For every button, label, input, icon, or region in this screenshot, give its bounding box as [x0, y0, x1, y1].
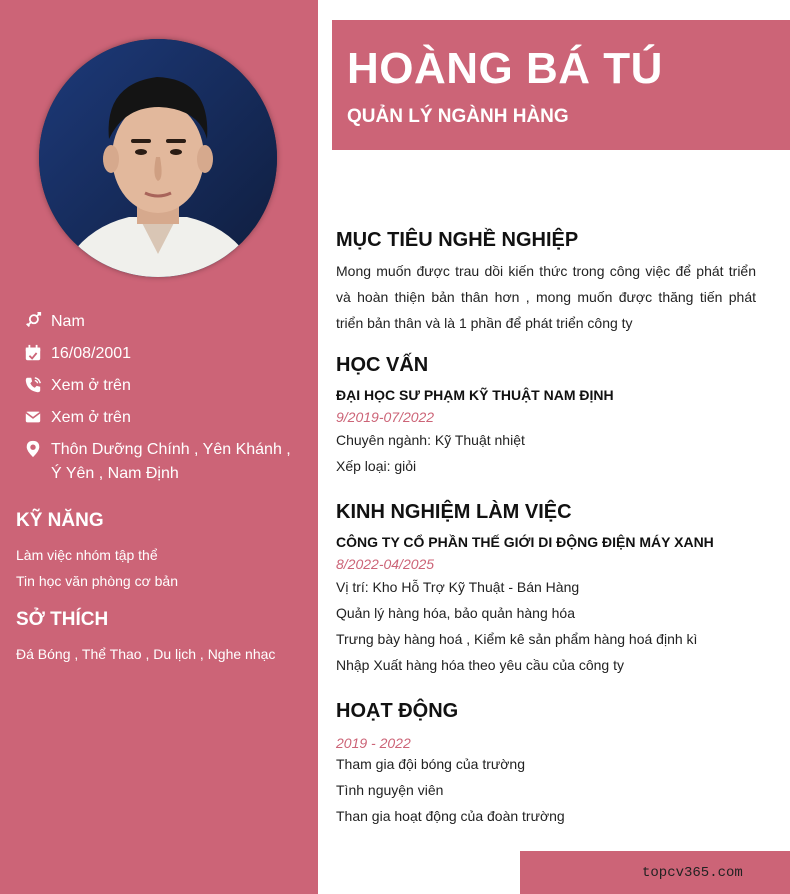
objective-title: MỤC TIÊU NGHỀ NGHIỆP [336, 229, 579, 251]
skill-item: Tin học văn phòng cơ bản [16, 573, 178, 589]
objective-section [336, 229, 756, 336]
activity-line: Tham gia đội bóng của trường [336, 756, 525, 772]
phone-value: Xem ở trên [51, 377, 131, 394]
experience-line: Quản lý hàng hóa, bảo quản hàng hóa [336, 605, 575, 621]
hobby-item: Đá Bóng , Thể Thao , Du lịch , Nghe nhạc [16, 646, 276, 662]
experience-line: Nhập Xuất hàng hóa theo yêu cầu của công ty [336, 657, 624, 673]
dob-row [24, 342, 304, 366]
education-section [336, 354, 756, 479]
objective-text: Mong muốn được trau dồi kiến thức trong công việc để phát triển và hoàn thiện bản thân hơn , mong muốn được thăng tiến phát triển bản thân và là 1 phần để phát triển công ty [336, 263, 756, 331]
phone-icon [24, 376, 44, 396]
sidebar [0, 0, 318, 894]
education-period: 9/2019-07/2022 [336, 409, 435, 425]
header-banner [332, 20, 790, 150]
email-row [24, 406, 304, 430]
activities-title: HOẠT ĐỘNG [336, 700, 459, 722]
education-line: Xếp loại: giỏi [336, 458, 417, 474]
gender-value: Nam [51, 313, 85, 330]
activities-section [336, 700, 756, 829]
experience-period: 8/2022-04/2025 [336, 556, 435, 572]
footer-watermark [520, 851, 790, 894]
avatar-photo [39, 39, 277, 277]
skill-item: Làm việc nhóm tập thể [16, 547, 158, 563]
full-name: HOÀNG BÁ TÚ [347, 44, 663, 93]
mail-icon [24, 408, 44, 428]
experience-title: KINH NGHIỆM LÀM VIỆC [336, 501, 572, 523]
contact-info [24, 310, 304, 494]
experience-section [336, 501, 756, 678]
gender-row [24, 310, 304, 334]
email-value: Xem ở trên [51, 409, 131, 426]
location-icon [24, 440, 44, 460]
hobbies-section [16, 609, 306, 667]
calendar-icon [24, 344, 44, 364]
activities-period: 2019 - 2022 [336, 735, 411, 751]
skills-title: KỸ NĂNG [16, 510, 104, 531]
dob-value: 16/08/2001 [51, 345, 132, 362]
address-row [24, 438, 304, 486]
experience-line: Trưng bày hàng hoá , Kiểm kê sản phẩm hàng hoá định kì [336, 631, 698, 647]
phone-row [24, 374, 304, 398]
avatar [39, 39, 277, 277]
school-name: ĐẠI HỌC SƯ PHẠM KỸ THUẬT NAM ĐỊNH [336, 387, 614, 403]
gender-icon [24, 312, 44, 332]
activity-line: Than gia hoạt động của đoàn trường [336, 808, 565, 824]
experience-line: Vị trí: Kho Hỗ Trợ Kỹ Thuật - Bán Hàng [336, 579, 580, 595]
hobbies-title: SỞ THÍCH [16, 609, 109, 630]
skills-section [16, 510, 306, 594]
education-line: Chuyên ngành: Kỹ Thuật nhiệt [336, 432, 525, 448]
address-value: Thôn Dưỡng Chính , Yên Khánh , Ý Yên , Nam Định [51, 441, 291, 482]
activity-line: Tình nguyện viên [336, 782, 444, 798]
education-title: HỌC VẤN [336, 354, 429, 376]
site-url: topcv365.com [642, 865, 743, 881]
company-name: CÔNG TY CỔ PHẦN THẾ GIỚI DI ĐỘNG ĐIỆN MÁY XANH [336, 534, 714, 550]
job-title: QUẢN LÝ NGÀNH HÀNG [347, 106, 569, 127]
